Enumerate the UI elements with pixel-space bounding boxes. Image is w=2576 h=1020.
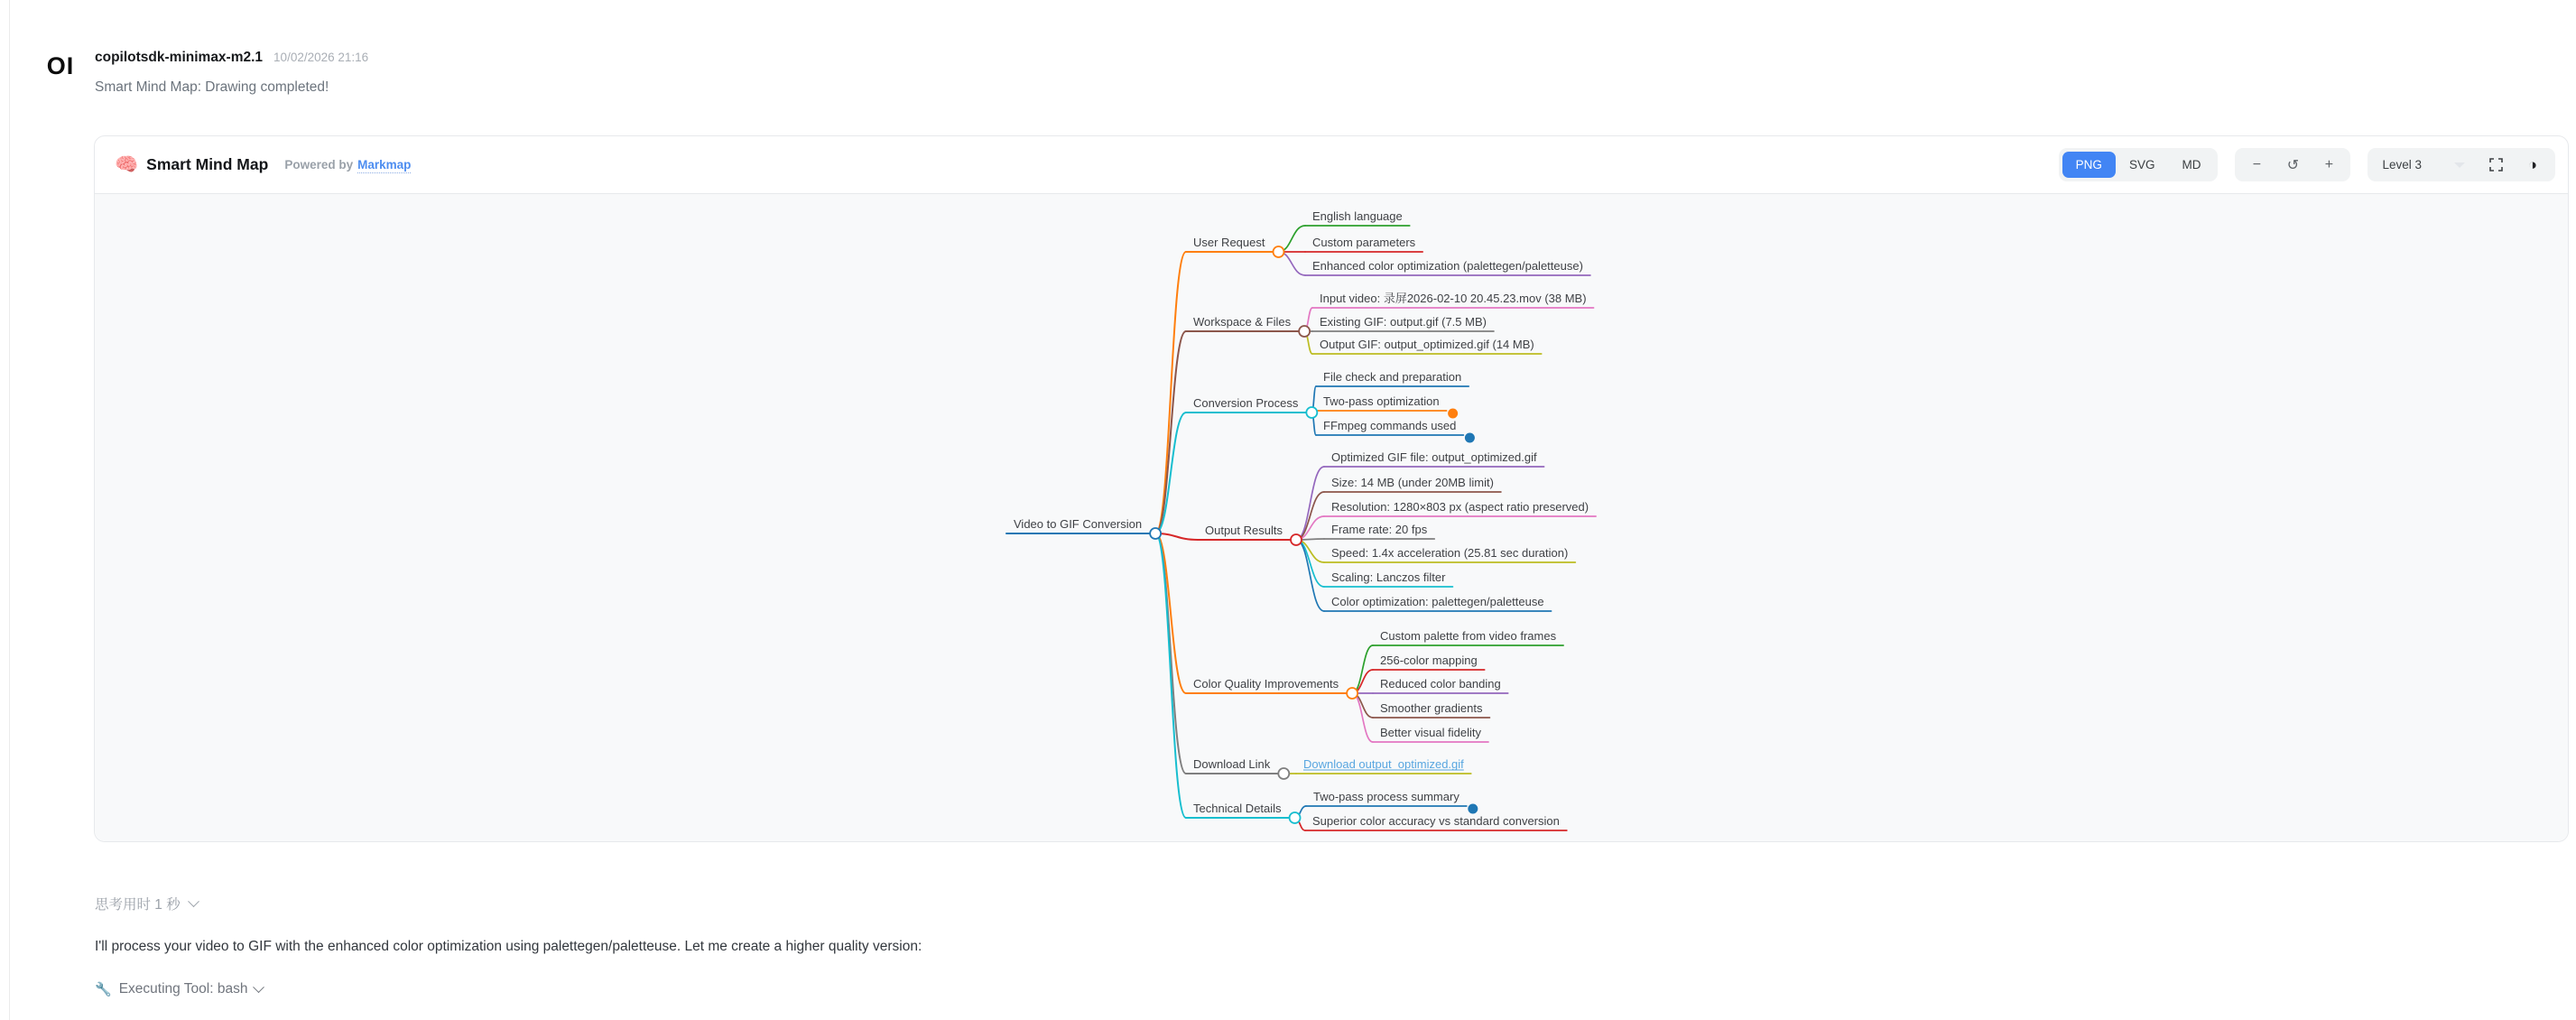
mindmap-collapsed-dot-two_pass_summary[interactable] bbox=[1468, 804, 1478, 814]
mindmap-node-technical: Technical Details bbox=[1193, 802, 1282, 815]
mindmap-card-header bbox=[95, 136, 2568, 193]
mindmap-node-size: Size: 14 MB (under 20MB limit) bbox=[1331, 476, 1494, 489]
mindmap-node-resolution: Resolution: 1280×803 px (aspect ratio preserved) bbox=[1331, 500, 1589, 514]
png-button[interactable]: PNG bbox=[2062, 152, 2116, 178]
mindmap-link bbox=[1352, 645, 1373, 693]
zoom-out-button[interactable]: − bbox=[2238, 152, 2275, 178]
mindmap-branch-circle-root[interactable] bbox=[1150, 528, 1161, 539]
chevron-down-icon bbox=[188, 895, 199, 907]
mindmap-node-speed: Speed: 1.4x acceleration (25.81 sec duration) bbox=[1331, 546, 1569, 560]
mindmap-node-cqi: Color Quality Improvements bbox=[1193, 677, 1339, 691]
mindmap-node-user_request: User Request bbox=[1193, 236, 1265, 249]
mindmap-link bbox=[1155, 533, 1198, 540]
mindmap-node-mapping: 256-color mapping bbox=[1380, 654, 1478, 667]
mindmap-node-gradients: Smoother gradients bbox=[1380, 701, 1483, 715]
level-selector[interactable]: Level 3 bbox=[2382, 158, 2422, 172]
card-title: Smart Mind Map bbox=[146, 155, 269, 173]
mindmap-branch-circle-conversion[interactable] bbox=[1306, 407, 1317, 418]
mindmap-link bbox=[1155, 252, 1186, 533]
chevron-down-icon bbox=[254, 981, 265, 993]
mindmap-node-file_check: File check and preparation bbox=[1323, 370, 1462, 384]
mindmap-node-enhanced: Enhanced color optimization (palettegen/paletteuse) bbox=[1312, 259, 1583, 273]
brain-icon: 🧠 bbox=[115, 153, 139, 175]
mindmap-canvas[interactable] bbox=[95, 194, 2568, 841]
mindmap-node-palette: Custom palette from video frames bbox=[1380, 629, 1557, 643]
mindmap-node-english: English language bbox=[1312, 209, 1403, 223]
mindmap-node-download_file[interactable]: Download output_optimized.gif bbox=[1303, 757, 1464, 771]
md-button[interactable]: MD bbox=[2168, 152, 2214, 178]
chat-left-border bbox=[9, 0, 10, 1020]
mindmap-link bbox=[1296, 492, 1324, 540]
mindmap-collapsed-dot-two_pass[interactable] bbox=[1448, 409, 1458, 419]
mindmap-node-frame_rate: Frame rate: 20 fps bbox=[1331, 523, 1428, 536]
mindmap-node-two_pass_summary: Two-pass process summary bbox=[1313, 790, 1459, 803]
mindmap-node-banding: Reduced color banding bbox=[1380, 677, 1501, 691]
zoom-in-button[interactable]: + bbox=[2311, 152, 2347, 178]
mindmap-node-ffmpeg: FFmpeg commands used bbox=[1323, 419, 1457, 432]
format-button-group bbox=[2059, 148, 2219, 181]
level-button-group bbox=[2368, 148, 2555, 181]
mindmap-card bbox=[94, 135, 2569, 842]
mindmap-node-existing_gif: Existing GIF: output.gif (7.5 MB) bbox=[1320, 315, 1487, 329]
mindmap-node-output_gif: Output GIF: output_optimized.gif (14 MB) bbox=[1320, 338, 1534, 351]
mindmap-node-custom_params: Custom parameters bbox=[1312, 236, 1416, 249]
status-text: Smart Mind Map: Drawing completed! bbox=[95, 79, 329, 95]
timestamp: 10/02/2026 21:16 bbox=[273, 51, 369, 64]
fullscreen-button[interactable] bbox=[2478, 152, 2514, 178]
message-header bbox=[95, 50, 368, 66]
mindmap-node-scaling: Scaling: Lanczos filter bbox=[1331, 570, 1446, 584]
thinking-label: 思考用时 1 秒 bbox=[95, 897, 181, 913]
mindmap-collapsed-dot-ffmpeg[interactable] bbox=[1465, 433, 1475, 443]
mindmap-branch-circle-user_request[interactable] bbox=[1273, 246, 1283, 257]
mindmap-node-color_opt: Color optimization: palettegen/paletteuse bbox=[1331, 595, 1544, 608]
zoom-button-group bbox=[2235, 148, 2350, 181]
mindmap-branch-circle-output_results[interactable] bbox=[1291, 534, 1302, 545]
thinking-toggle[interactable] bbox=[95, 894, 198, 913]
mindmap-node-two_pass: Two-pass optimization bbox=[1323, 394, 1440, 408]
mindmap-node-superior: Superior color accuracy vs standard conversion bbox=[1312, 814, 1560, 828]
mindmap-viewport bbox=[95, 193, 2568, 841]
assistant-message: I'll process your video to GIF with the enhanced color optimization using palettegen/paletteuse. Let me create a higher quality version: bbox=[95, 939, 922, 954]
mindmap-node-input_video: Input video: 录屏2026-02-10 20.45.23.mov (38 MB) bbox=[1320, 292, 1587, 305]
mindmap-link bbox=[1296, 540, 1324, 587]
wrench-icon: 🔧 bbox=[95, 982, 112, 997]
reset-view-button[interactable]: ↺ bbox=[2275, 152, 2311, 178]
mindmap-node-download_link: Download Link bbox=[1193, 757, 1271, 771]
markmap-link[interactable]: Markmap bbox=[357, 158, 412, 172]
tool-label: Executing Tool: bash bbox=[118, 981, 248, 997]
mindmap-branch-circle-download_link[interactable] bbox=[1278, 768, 1289, 779]
mindmap-node-workspace: Workspace & Files bbox=[1193, 315, 1292, 329]
mindmap-node-root: Video to GIF Conversion bbox=[1014, 517, 1143, 531]
fullscreen-icon bbox=[2489, 158, 2503, 172]
avatar: OI bbox=[46, 52, 75, 79]
tool-execution-toggle[interactable] bbox=[95, 981, 263, 997]
mindmap-node-output_results: Output Results bbox=[1205, 524, 1283, 537]
mindmap-node-conversion: Conversion Process bbox=[1193, 396, 1299, 410]
mindmap-branch-circle-technical[interactable] bbox=[1290, 812, 1301, 823]
chevron-down-icon[interactable] bbox=[2454, 162, 2465, 168]
mindmap-link bbox=[1155, 533, 1186, 774]
username: copilotsdk-minimax-m2.1 bbox=[95, 50, 264, 65]
mindmap-link bbox=[1155, 331, 1186, 533]
contrast-toggle-button[interactable]: ◑ bbox=[2514, 152, 2552, 178]
mindmap-node-optimized_file: Optimized GIF file: output_optimized.gif bbox=[1331, 450, 1537, 464]
mindmap-branch-circle-workspace[interactable] bbox=[1299, 326, 1310, 337]
mindmap-node-fidelity: Better visual fidelity bbox=[1380, 726, 1481, 739]
mindmap-branch-circle-cqi[interactable] bbox=[1347, 688, 1357, 699]
powered-by-label: Powered by bbox=[284, 158, 354, 172]
svg-button[interactable]: SVG bbox=[2116, 152, 2169, 178]
mindmap-link bbox=[1155, 533, 1186, 818]
